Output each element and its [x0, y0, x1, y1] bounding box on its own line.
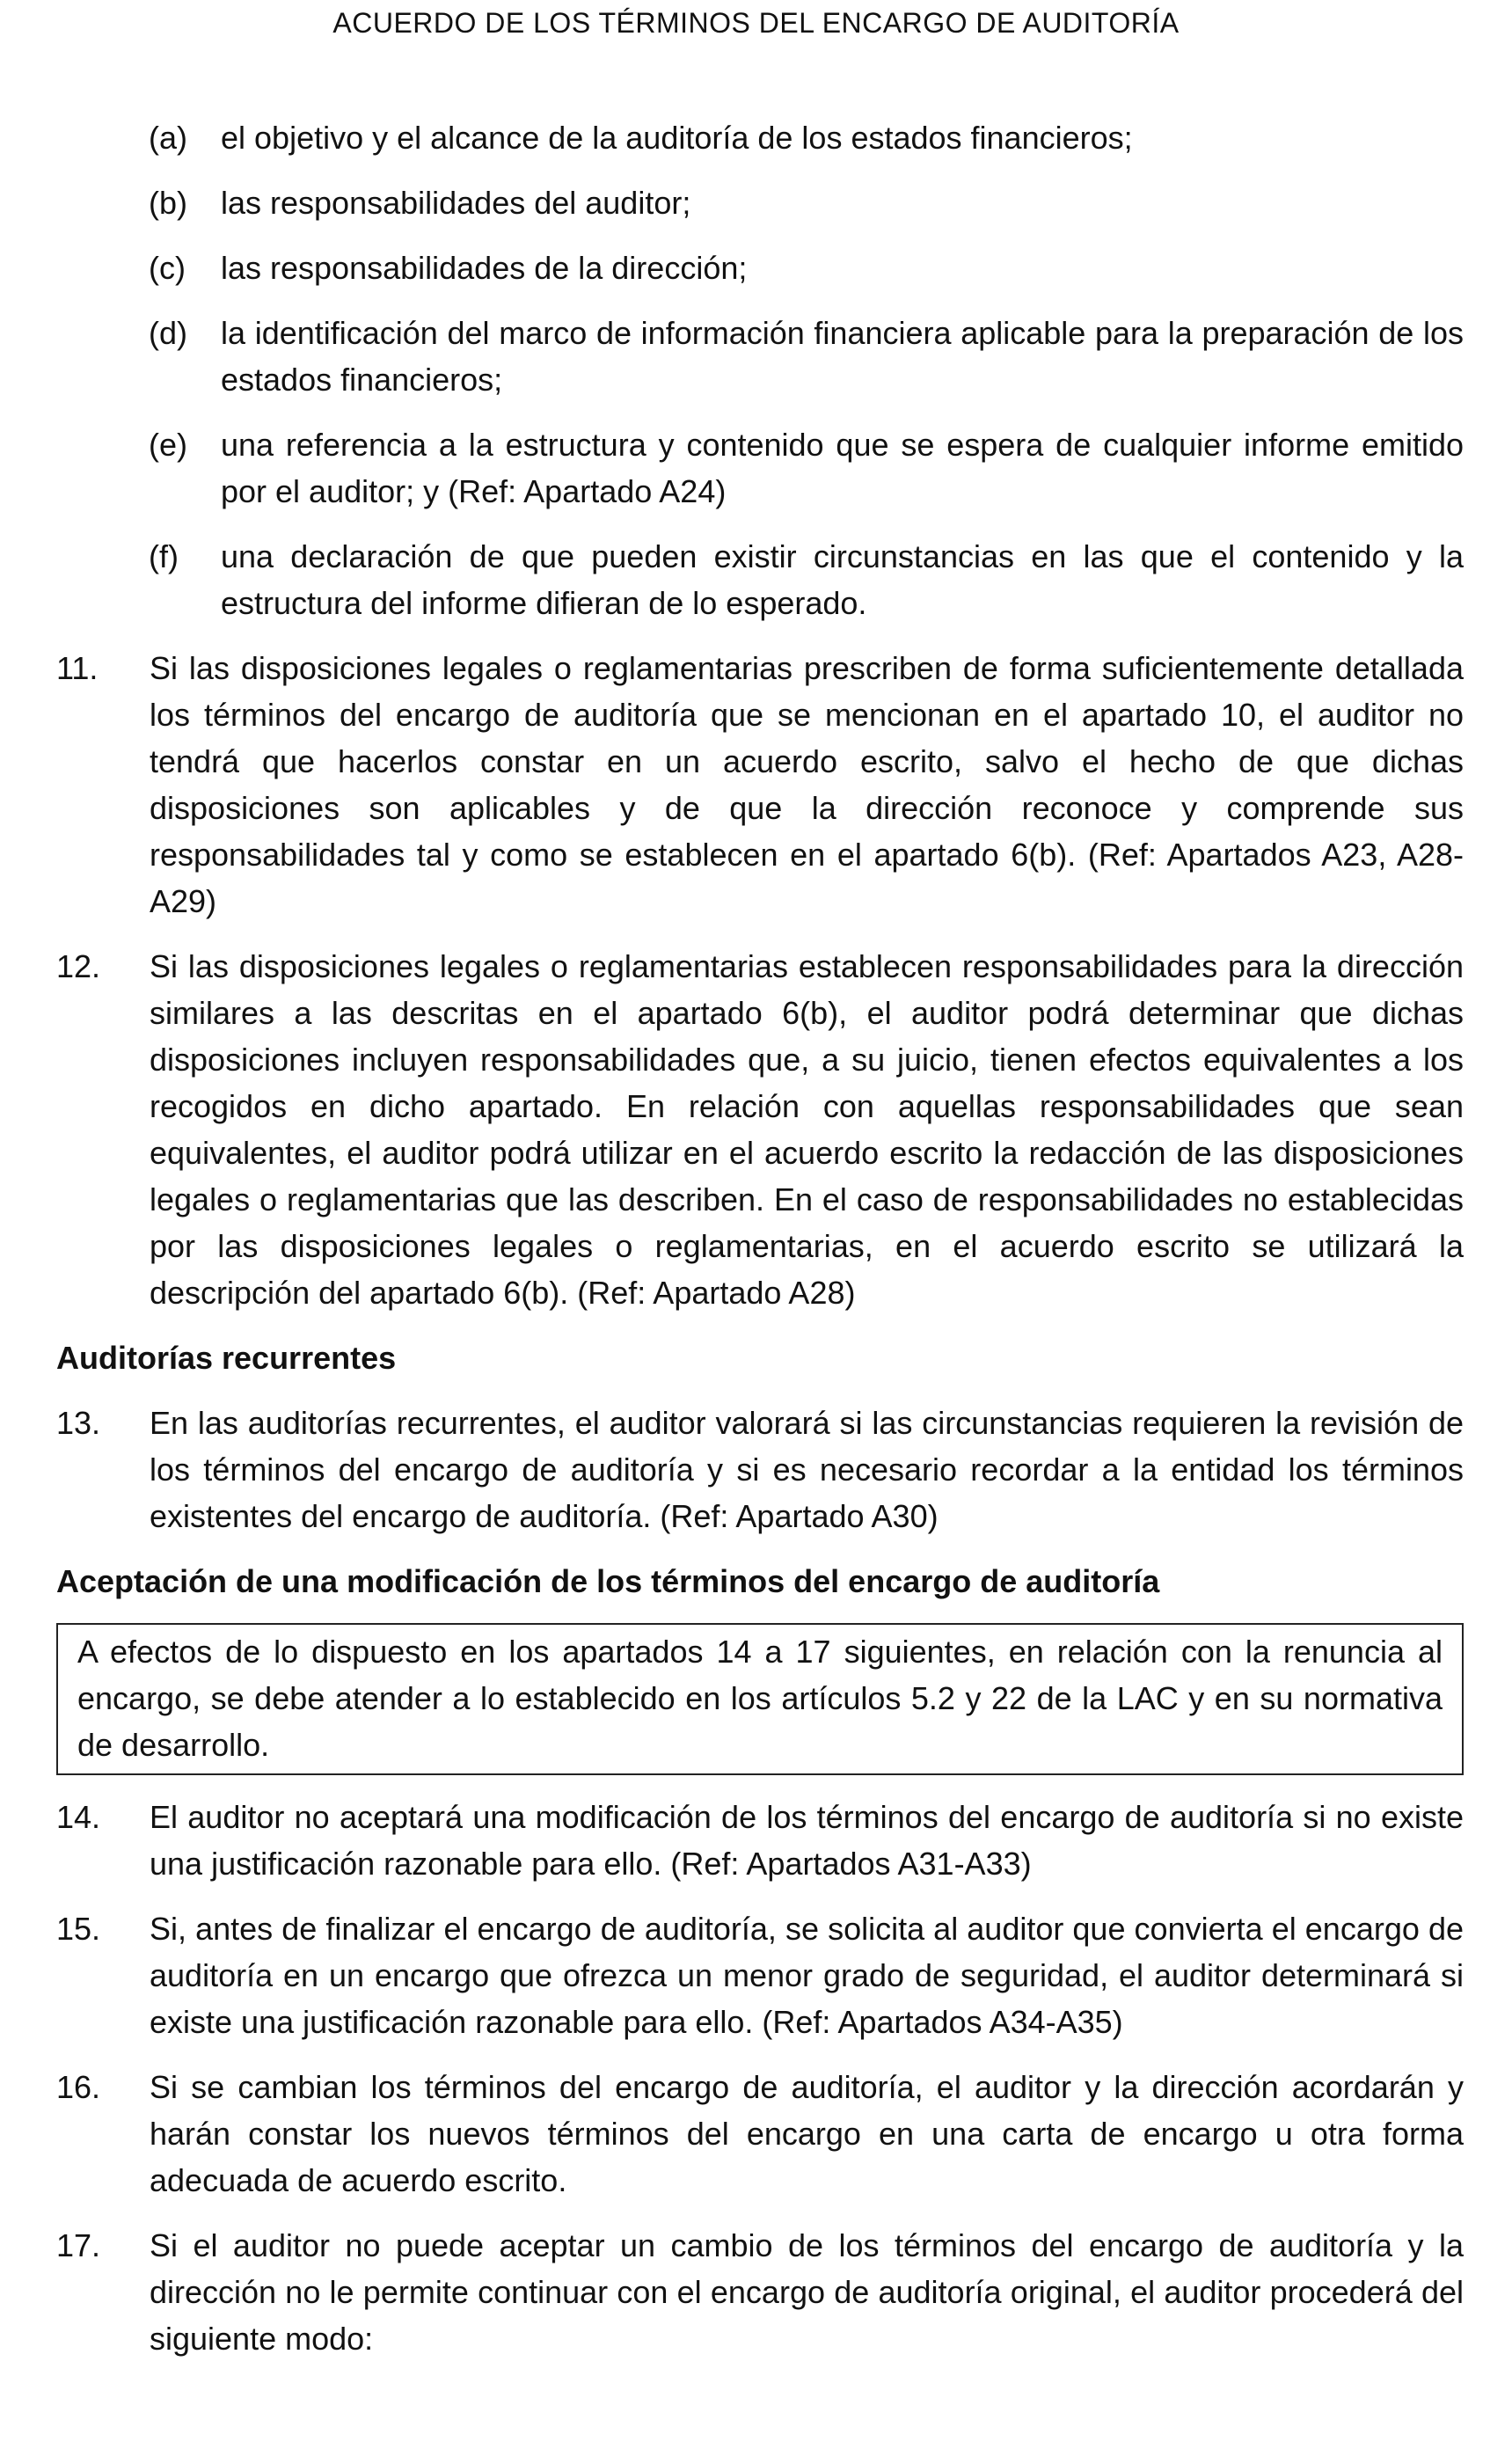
paragraph-11: [56, 645, 1464, 925]
list-item-label: (d): [149, 315, 187, 351]
paragraph-12: [56, 943, 1464, 1316]
paragraph-16: [56, 2064, 1464, 2204]
list-item: [149, 114, 1464, 161]
paragraph-text: Si las disposiciones legales o reglamentarias prescriben de forma suficientemente detallada los términos del encargo de auditoría que se mencionan en el apartado 10, el auditor no tendrá que hacerlos constar en un acuerdo escrito, salvo el hecho de que dichas disposiciones son aplicables y de que la dirección reconoce y comprende sus responsabilidades tal y como se establecen en el apartado 6(b). (Ref: Apartados A23, A28-A29): [150, 650, 1464, 919]
list-item-label: (c): [149, 250, 186, 286]
list-item: [149, 421, 1464, 515]
paragraph-text: Si las disposiciones legales o reglamentarias establecen responsabilidades para la dirección similares a las descritas en el apartado 6(b), el auditor podrá determinar que dichas disposiciones incluyen responsabilidades que, a su juicio, tienen efectos equivalentes a los recogidos en dicho apartado. En relación con aquellas responsabilidades que sean equivalentes, el auditor podrá utilizar en el acuerdo escrito la redacción de las disposiciones legales o reglamentarias que las describen. En el caso de responsabilidades no establecidas por las disposiciones legales o reglamentarias, en el acuerdo escrito se utilizará la descripción del apartado 6(b). (Ref: Apartado A28): [150, 948, 1464, 1311]
list-item-label: (e): [149, 427, 187, 463]
paragraph-text: Si, antes de finalizar el encargo de auditoría, se solicita al auditor que convierta el encargo de auditoría en un encargo que ofrezca un menor grado de seguridad, el auditor determinará si existe una justificación razonable para ello. (Ref: Apartados A34-A35): [150, 1911, 1464, 2040]
list-item: [149, 310, 1464, 403]
paragraph-number: 13.: [56, 1405, 101, 1441]
paragraph-number: 17.: [56, 2227, 101, 2263]
paragraph-number: 12.: [56, 948, 101, 984]
list-item-text: una declaración de que pueden existir circunstancias en las que el contenido y la estructura del informe difieran de lo esperado.: [221, 538, 1464, 621]
list-item-text: las responsabilidades de la dirección;: [221, 250, 748, 286]
list-item-text: las responsabilidades del auditor;: [221, 185, 691, 221]
boxed-note: A efectos de lo dispuesto en los apartados 14 a 17 siguientes, en relación con la renuncia al encargo, se debe atender a lo establecido en los artículos 5.2 y 22 de la LAC y en su normativa de desarrollo.: [56, 1623, 1464, 1775]
paragraph-text: Si se cambian los términos del encargo de auditoría, el auditor y la dirección acordarán y harán constar los nuevos términos del encargo en una carta de encargo u otra forma adecuada de acuerdo escrito.: [150, 2069, 1464, 2198]
list-item-text: el objetivo y el alcance de la auditoría de los estados financieros;: [221, 120, 1133, 156]
section-heading-recurrentes: Auditorías recurrentes: [56, 1340, 397, 1376]
list-item: [149, 245, 1464, 291]
document-body: [56, 114, 1464, 2380]
paragraph-15: [56, 1905, 1464, 2045]
list-item-text: la identificación del marco de información financiera aplicable para la preparación de los estados financieros;: [221, 315, 1464, 398]
paragraph-number: 15.: [56, 1911, 101, 1947]
paragraph-text: En las auditorías recurrentes, el auditor valorará si las circunstancias requieren la revisión de los términos del encargo de auditoría y si es necesario recordar a la entidad los términos existentes del encargo de auditoría. (Ref: Apartado A30): [150, 1405, 1464, 1534]
paragraph-17: [56, 2222, 1464, 2362]
list-item-label: (f): [149, 538, 179, 574]
list-item-text: una referencia a la estructura y contenido que se espera de cualquier informe emitido por el auditor; y (Ref: Apartado A24): [221, 427, 1464, 509]
paragraph-text: Si el auditor no puede aceptar un cambio de los términos del encargo de auditoría y la dirección no le permite continuar con el encargo de auditoría original, el auditor procederá del siguiente modo:: [150, 2227, 1464, 2357]
paragraph-14: [56, 1794, 1464, 1887]
list-item: [149, 179, 1464, 226]
paragraph-number: 11.: [56, 650, 99, 686]
list-item-label: (a): [149, 120, 187, 156]
paragraph-number: 14.: [56, 1799, 101, 1835]
list-item-label: (b): [149, 185, 187, 221]
page-header: ACUERDO DE LOS TÉRMINOS DEL ENCARGO DE AUDITORÍA: [332, 7, 1180, 39]
section-heading-aceptacion: Aceptación de una modificación de los términos del encargo de auditoría: [56, 1563, 1160, 1599]
paragraph-13: [56, 1400, 1464, 1539]
list-item: [149, 533, 1464, 626]
paragraph-text: El auditor no aceptará una modificación de los términos del encargo de auditoría si no existe una justificación razonable para ello. (Ref: Apartados A31-A33): [150, 1799, 1464, 1882]
paragraph-number: 16.: [56, 2069, 101, 2105]
